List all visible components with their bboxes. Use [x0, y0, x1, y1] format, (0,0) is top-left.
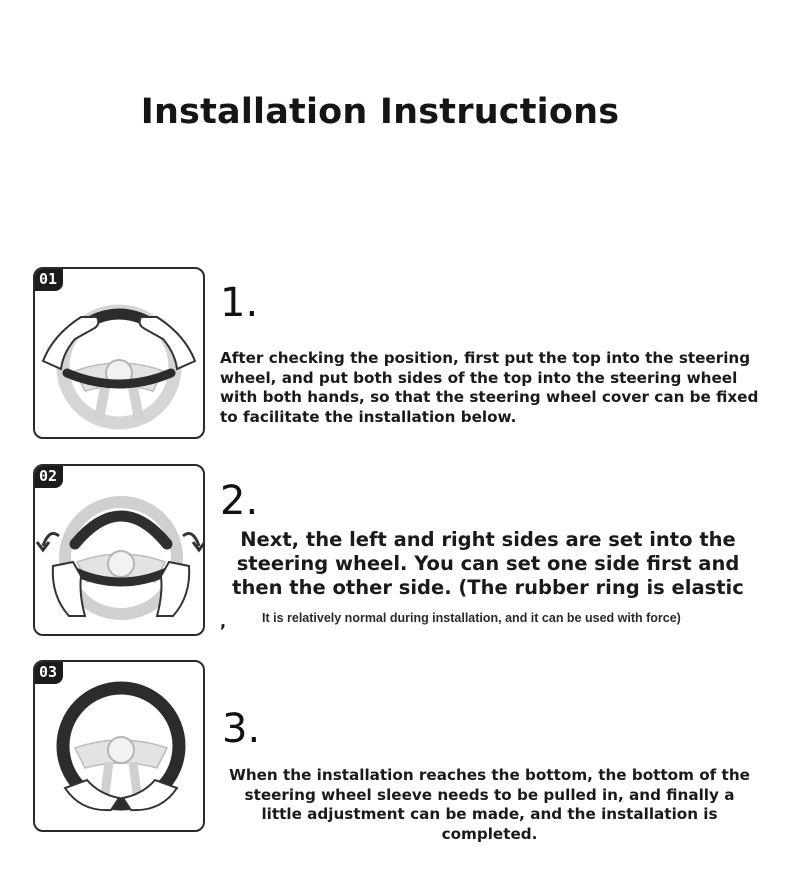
step-note: It is relatively normal during installation, and it can be used with force)	[262, 611, 681, 625]
page-title: Installation Instructions	[140, 92, 620, 132]
step-description: After checking the position, first put the top into the steering wheel, and put both sides of the top into the steering wheel with both hands, so that the steering wheel cover can be fixed to facilitate the installation below.	[220, 349, 759, 426]
step-description: When the installation reaches the bottom, the bottom of the steering wheel sleeve needs to be pulled in, and finally a little adjustment can be made, and the installation is completed.	[229, 766, 750, 843]
step-badge: 03	[33, 660, 63, 684]
step-number: 1.	[220, 280, 259, 326]
step-number: 2.	[220, 478, 259, 524]
stray-comma: ,	[220, 612, 227, 631]
step-number: 3.	[222, 706, 261, 752]
step-3-illustration	[33, 660, 205, 832]
step-2-illustration	[33, 464, 205, 636]
steering-wheel-sides-hands-icon	[35, 466, 203, 634]
step-badge: 02	[33, 464, 63, 488]
steering-wheel-top-hands-icon	[35, 269, 203, 437]
step-1-illustration	[33, 267, 205, 439]
step-badge: 01	[33, 267, 63, 291]
step-description: Next, the left and right sides are set into the steering wheel. You can set one side first and then the other side. (The rubber ring is elastic	[232, 528, 744, 599]
steering-wheel-bottom-hands-icon	[35, 662, 203, 830]
